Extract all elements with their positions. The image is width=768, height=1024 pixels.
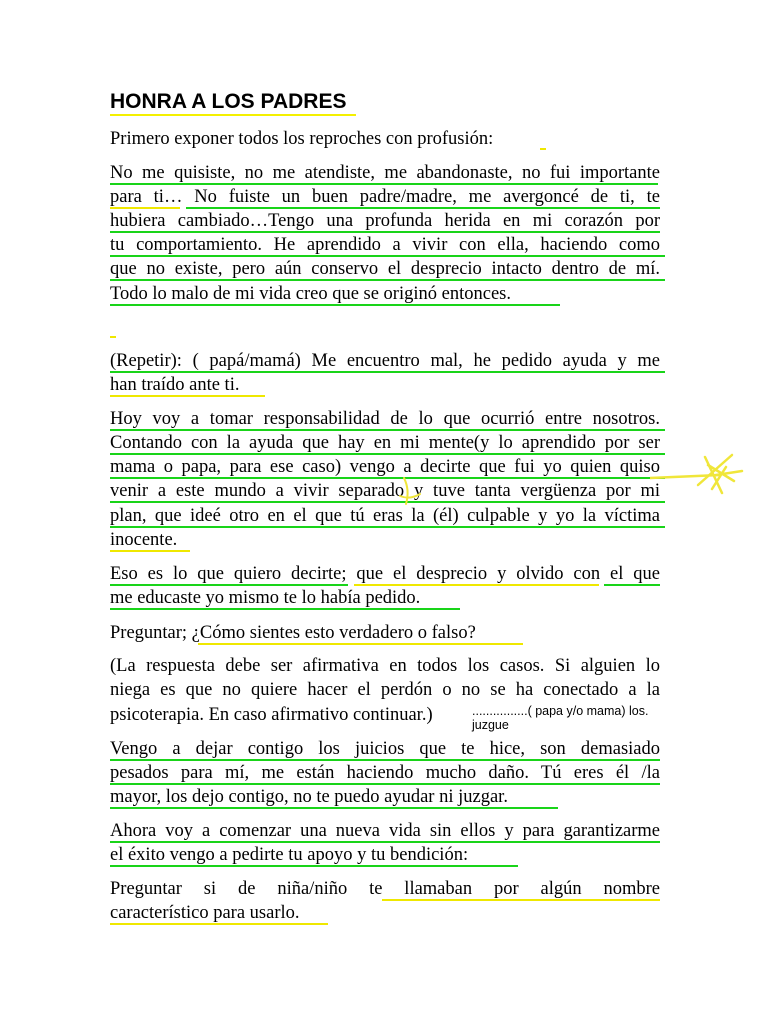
text-line: que no existe, pero aún conservo el desprecio intacto dentro de mí.: [110, 259, 660, 279]
doodle-mark: [650, 445, 745, 505]
text-line: para ti… No fuiste un buen padre/madre, me avergoncé de ti, te: [110, 187, 660, 207]
highlight-underline: [110, 584, 348, 586]
highlight-underline: [110, 183, 658, 185]
highlight-underline: [110, 526, 665, 528]
highlight-underline: [382, 899, 660, 901]
handwritten-annotation-word: juzgue: [472, 718, 509, 732]
text-line: inocente.: [110, 530, 178, 550]
highlight-underline: [110, 279, 665, 281]
text-line: hubiera cambiado…Tengo una profunda herida en mi corazón por: [110, 211, 660, 231]
highlight-underline: [110, 336, 116, 338]
text-line: psicoterapia. En caso afirmativo continuar.): [110, 705, 433, 725]
highlight-underline: [110, 231, 660, 233]
highlight-underline: [540, 148, 546, 150]
highlight-underline: [110, 923, 328, 925]
text-line: mama o papa, para ese caso) vengo a decirte que fui yo quien quiso: [110, 457, 660, 477]
text-line: característico para usarlo.: [110, 903, 300, 923]
text-line: niega es que no quiere hacer el perdón o no se ha conectado a la: [110, 680, 660, 700]
text-line: venir a este mundo a vivir separado y tuve tanta vergüenza por mi: [110, 481, 660, 501]
text-line: Preguntar si de niña/niño te llamaban por algún nombre: [110, 879, 660, 899]
highlight-underline: [110, 429, 665, 431]
highlight-underline: [110, 807, 558, 809]
highlight-underline: [110, 865, 518, 867]
text-line: (La respuesta debe ser afirmativa en todos los casos. Si alguien lo: [110, 656, 660, 676]
text-line: mayor, los dejo contigo, no te puedo ayudar ni juzgar.: [110, 787, 508, 807]
text-line: plan, que ideé otro en el que tú eras la (él) culpable y yo la víctima: [110, 506, 660, 526]
text-line: Ahora voy a comenzar una nueva vida sin ellos y para garantizarme: [110, 821, 660, 841]
highlight-underline: [110, 453, 665, 455]
handwritten-annotation-dots: ................( papa y/o mama) los.: [472, 704, 649, 718]
highlight-underline: [110, 371, 665, 373]
text-line: Eso es lo que quiero decirte; que el desprecio y olvido con el que: [110, 564, 660, 584]
text-line: Primero exponer todos los reproches con profusión:: [110, 129, 494, 149]
highlight-underline: [110, 304, 560, 306]
text-line: (Repetir): ( papá/mamá) Me encuentro mal, he pedido ayuda y me: [110, 351, 660, 371]
highlight-underline: [110, 783, 660, 785]
text-line: Vengo a dejar contigo los juicios que te hice, son demasiado: [110, 739, 660, 759]
text-line: tu comportamiento. He aprendido a vivir con ella, haciendo como: [110, 235, 660, 255]
highlight-underline: [110, 608, 460, 610]
text-line: Hoy voy a tomar responsabilidad de lo que ocurrió entre nosotros.: [110, 409, 660, 429]
highlight-underline: [110, 255, 665, 257]
highlight-underline: [604, 584, 660, 586]
text-line: No me quisiste, no me atendiste, me abandonaste, no fui importante: [110, 163, 660, 183]
text-line: Contando con la ayuda que hay en mi mente(y lo aprendido por ser: [110, 433, 660, 453]
text-line: el éxito vengo a pedirte tu apoyo y tu bendición:: [110, 845, 469, 865]
highlight-underline: [354, 584, 599, 586]
doodle-mark: [396, 474, 426, 510]
highlight-underline: [198, 643, 523, 645]
highlight-underline: [110, 841, 660, 843]
highlight-underline: [110, 550, 190, 552]
text-line: pesados para mí, me están haciendo mucho daño. Tú eres él /la: [110, 763, 660, 783]
text-line: han traído ante ti.: [110, 375, 240, 395]
text-line: me educaste yo mismo te lo había pedido.: [110, 588, 421, 608]
text-line: Todo lo malo de mi vida creo que se originó entonces.: [110, 284, 511, 304]
highlight-underline: [110, 395, 265, 397]
highlight-underline: [110, 501, 665, 503]
highlight-underline: [110, 759, 660, 761]
text-line: Preguntar; ¿Cómo sientes esto verdadero o falso?: [110, 623, 476, 643]
highlight-underline: [186, 207, 660, 209]
highlight-underline: [110, 207, 180, 209]
highlight-underline: [110, 477, 665, 479]
title-underline: [110, 114, 356, 116]
document-title: HONRA A LOS PADRES: [110, 90, 347, 113]
